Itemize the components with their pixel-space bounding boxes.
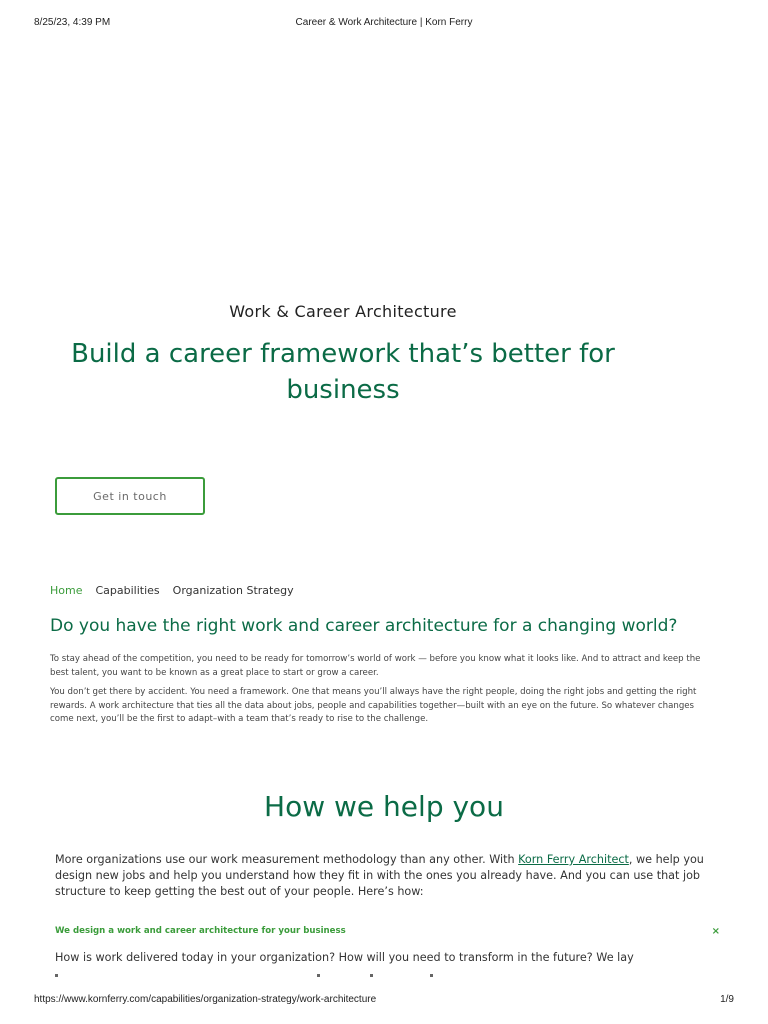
text-fragment — [430, 974, 433, 977]
hero-title: Build a career framework that’s better for business — [71, 339, 615, 405]
accordion-title: We design a work and career architecture for your business — [55, 926, 346, 936]
intro-paragraph-1: To stay ahead of the competition, you need to be ready for tomorrow’s world of work — before you know what it looks like. And to attract and keep the best talent, you want to be known as a great place to start or grow a career. — [50, 654, 701, 678]
print-footer — [0, 994, 768, 1008]
how-we-help-title: How we help you — [264, 790, 504, 823]
help-text-end: , we help you design new jobs and help you understand how they fit in with the ones you already have. And you can use that job structure to keep getting the best out of your people. Here’s how: — [55, 853, 704, 898]
intro-heading: Do you have the right work and career architecture for a changing world? — [50, 616, 678, 636]
clipped-text-fragments — [55, 974, 725, 978]
how-we-help-text — [55, 852, 725, 900]
print-datetime: 8/25/23, 4:39 PM — [34, 17, 111, 28]
get-in-touch-button[interactable]: Get in touch — [55, 477, 205, 515]
accordion-header-design-architecture[interactable] — [55, 924, 720, 938]
accordion-body: How is work delivered today in your organization? How will you need to transform in the future? We lay — [55, 951, 634, 964]
breadcrumb-capabilities[interactable]: Capabilities — [95, 584, 160, 597]
intro-paragraph-2: You don’t get there by accident. You need a framework. One that means you’ll always have the right people, doing the right jobs and getting the right rewards. A work architecture that ties all the data about jobs, people and capabilities together—built with an eye on the future. So whatever changes come next, you’ll be the first to adapt–with a team that’s ready to rise to the challenge. — [50, 687, 697, 724]
breadcrumb-home[interactable]: Home — [50, 584, 83, 597]
text-fragment — [55, 974, 58, 977]
breadcrumb-organization-strategy[interactable]: Organization Strategy — [172, 584, 294, 597]
print-header — [0, 17, 768, 31]
korn-ferry-architect-link[interactable]: Korn Ferry Architect — [518, 853, 629, 866]
print-document-title: Career & Work Architecture | Korn Ferry — [295, 17, 473, 28]
print-page-number: 1/9 — [720, 994, 734, 1005]
text-fragment — [370, 974, 373, 977]
text-fragment — [317, 974, 320, 977]
help-text-start: More organizations use our work measurement methodology than any other. With — [55, 853, 519, 866]
print-url: https://www.kornferry.com/capabilities/organization-strategy/work-architecture — [34, 994, 377, 1005]
close-icon[interactable]: × — [711, 925, 720, 937]
hero-eyebrow: Work & Career Architecture — [229, 302, 457, 321]
breadcrumb — [50, 584, 294, 597]
